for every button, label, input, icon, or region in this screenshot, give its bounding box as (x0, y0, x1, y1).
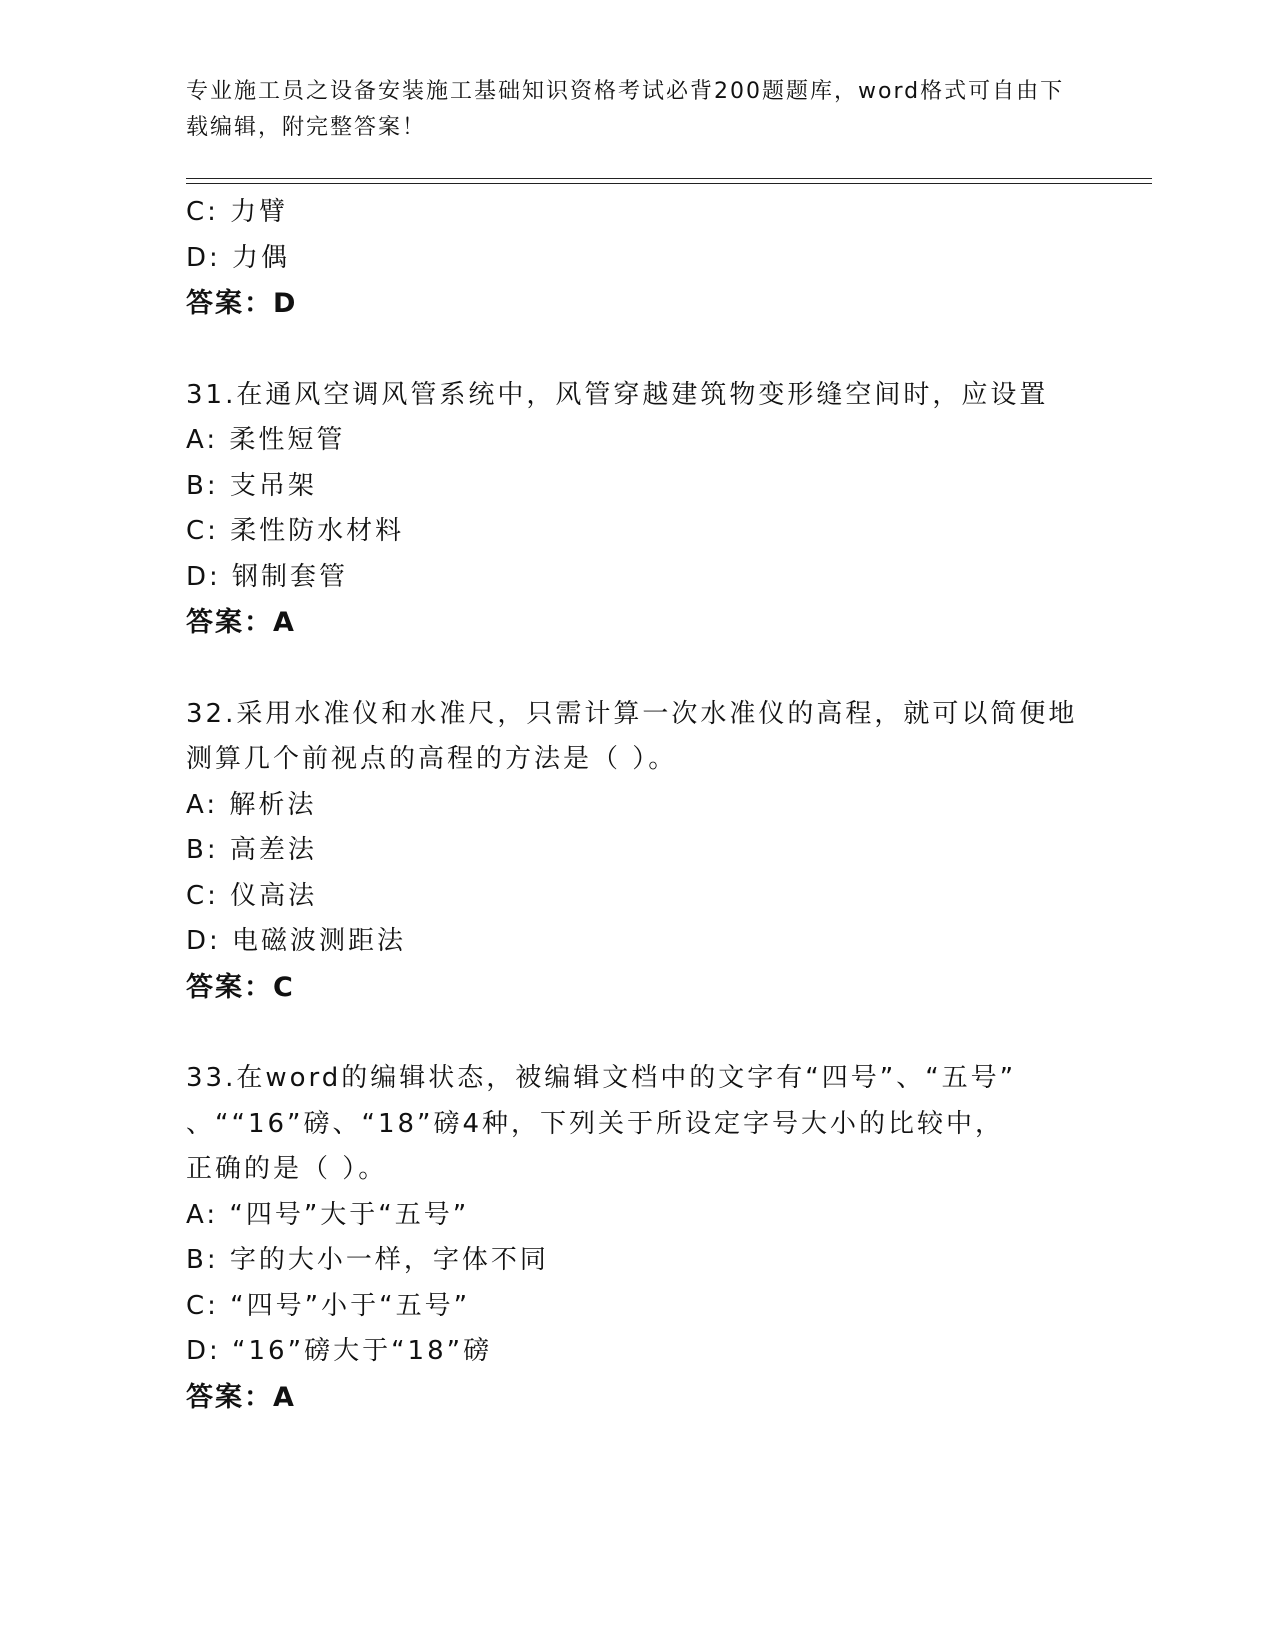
answer-line: 答案：D (186, 288, 298, 319)
option-d: D: 力偶 (186, 242, 291, 273)
option-b: B: 支吊架 (186, 470, 317, 501)
question-32 (186, 692, 1086, 1011)
document-header (186, 74, 1066, 146)
option-a: A: “四号”大于“五号” (186, 1199, 470, 1230)
option-c: C: “四号”小于“五号” (186, 1290, 471, 1321)
option-b: B: 高差法 (186, 835, 317, 865)
option-c: C: 力臂 (186, 197, 289, 227)
option-a: A: 柔性短管 (186, 425, 346, 455)
option-b: B: 字的大小一样，字体不同 (186, 1245, 549, 1275)
option-d: D: 钢制套管 (186, 561, 349, 592)
question-text-line-1: 32.采用水准仪和水准尺，只需计算一次水准仪的高程，就可以简便地 (186, 698, 1078, 729)
question-text-line-2: 、““16”磅、“18”磅4种，下列关于所设定字号大小的比较中， (186, 1108, 1005, 1139)
option-c: C: 仪高法 (186, 880, 318, 911)
option-a: A: 解析法 (186, 789, 317, 820)
option-c: C: 柔性防水材料 (186, 516, 405, 546)
question-31 (186, 373, 1086, 646)
question-33 (186, 1056, 1086, 1420)
header-double-rule (186, 178, 1152, 184)
answer-line: 答案：C (186, 971, 295, 1003)
question-text-line-3: 正确的是（ ）。 (186, 1154, 388, 1184)
option-d: D: 电磁波测距法 (186, 926, 407, 956)
answer-line: 答案：A (186, 607, 296, 638)
question-text-line-2: 测算几个前视点的高程的方法是（ ）。 (186, 744, 678, 774)
question-text: 31.在通风空调风管系统中，风管穿越建筑物变形缝空间时，应设置 (186, 379, 1049, 410)
prev-question-tail (186, 190, 1086, 327)
question-text-line-1: 33.在word的编辑状态，被编辑文档中的文字有“四号”、“五号” (186, 1063, 1017, 1093)
document-body (186, 190, 1086, 1420)
option-d: D: “16”磅大于“18”磅 (186, 1336, 493, 1366)
answer-line: 答案：A (186, 1381, 296, 1413)
header-title: 专业施工员之设备安装施工基础知识资格考试必背200题题库，word格式可自由下载编辑，附完整答案！ (186, 79, 1065, 140)
